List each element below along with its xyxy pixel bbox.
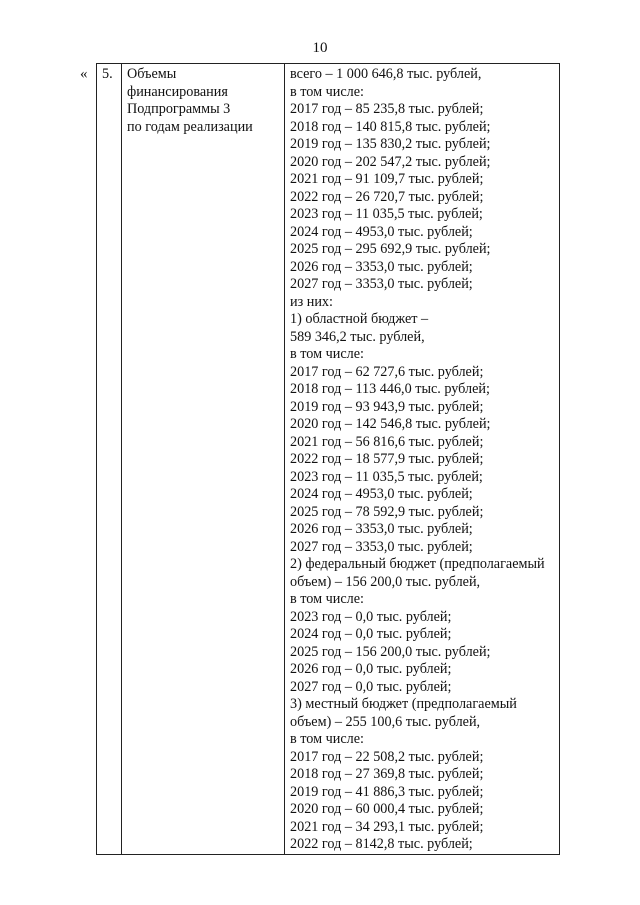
- row-value-cell: [285, 64, 560, 855]
- row-name-line: финансирования: [127, 83, 228, 100]
- funding-line: 2022 год – 18 577,9 тыс. рублей;: [290, 451, 484, 467]
- funding-line: 2) федеральный бюджет (предполагаемый: [290, 556, 545, 572]
- funding-line: 2023 год – 0,0 тыс. рублей;: [290, 608, 452, 625]
- row-number-cell: 5.: [97, 64, 122, 855]
- funding-line: 2019 год – 93 943,9 тыс. рублей;: [290, 398, 484, 415]
- funding-line: 2023 год – 11 035,5 тыс. рублей;: [290, 206, 483, 222]
- funding-line: 2021 год – 56 816,6 тыс. рублей;: [290, 433, 484, 450]
- page-number: 10: [312, 40, 328, 56]
- funding-line: 2020 год – 142 546,8 тыс. рублей;: [290, 416, 491, 432]
- funding-line: 2019 год – 135 830,2 тыс. рублей;: [290, 136, 491, 152]
- funding-line: в том числе:: [290, 83, 364, 100]
- funding-line: в том числе:: [290, 346, 364, 362]
- funding-line: 2022 год – 26 720,7 тыс. рублей;: [290, 188, 484, 205]
- funding-line: 2022 год – 8142,8 тыс. рублей;: [290, 836, 473, 852]
- funding-line: 2025 год – 156 200,0 тыс. рублей;: [290, 643, 491, 660]
- funding-line: 2018 год – 113 446,0 тыс. рублей;: [290, 381, 490, 397]
- funding-line: 2025 год – 78 592,9 тыс. рублей;: [290, 503, 484, 520]
- funding-line: 3) местный бюджет (предполагаемый: [290, 696, 517, 712]
- funding-line: 2026 год – 3353,0 тыс. рублей;: [290, 521, 473, 537]
- funding-line: 2020 год – 202 547,2 тыс. рублей;: [290, 153, 491, 170]
- funding-line: 2024 год – 4953,0 тыс. рублей;: [290, 486, 473, 502]
- funding-line: 2017 год – 22 508,2 тыс. рублей;: [290, 748, 484, 765]
- funding-line: 2017 год – 62 727,6 тыс. рублей;: [290, 363, 484, 380]
- funding-line: в том числе:: [290, 731, 364, 747]
- funding-line: 2027 год – 3353,0 тыс. рублей;: [290, 538, 473, 555]
- funding-line: объем) – 255 100,6 тыс. рублей,: [290, 713, 481, 730]
- funding-line: 2026 год – 3353,0 тыс. рублей;: [290, 258, 473, 275]
- row-name-cell: [122, 64, 285, 855]
- funding-line: объем) – 156 200,0 тыс. рублей,: [290, 573, 481, 590]
- funding-line: 2021 год – 91 109,7 тыс. рублей;: [290, 171, 484, 187]
- funding-line: 2017 год – 85 235,8 тыс. рублей;: [290, 101, 484, 117]
- funding-line: 2024 год – 0,0 тыс. рублей;: [290, 626, 452, 642]
- opening-quote-mark: «: [80, 66, 88, 82]
- funding-line: 1) областной бюджет –: [290, 311, 429, 327]
- funding-line: 2020 год – 60 000,4 тыс. рублей;: [290, 801, 484, 817]
- row-name-line: Объемы: [127, 66, 177, 82]
- funding-line: 2026 год – 0,0 тыс. рублей;: [290, 661, 452, 677]
- funding-line: 2019 год – 41 886,3 тыс. рублей;: [290, 783, 484, 800]
- financing-table: [96, 63, 560, 855]
- funding-line: 2018 год – 27 369,8 тыс. рублей;: [290, 766, 484, 782]
- funding-line: всего – 1 000 646,8 тыс. рублей,: [290, 66, 482, 82]
- row-name-line: по годам реализации: [127, 118, 253, 135]
- funding-line: 2018 год – 140 815,8 тыс. рублей;: [290, 118, 491, 135]
- funding-line: 2024 год – 4953,0 тыс. рублей;: [290, 223, 473, 240]
- funding-line: 2025 год – 295 692,9 тыс. рублей;: [290, 241, 491, 257]
- funding-line: в том числе:: [290, 591, 364, 607]
- funding-line: 2021 год – 34 293,1 тыс. рублей;: [290, 818, 484, 835]
- funding-line: из них:: [290, 293, 333, 310]
- funding-line: 589 346,2 тыс. рублей,: [290, 328, 425, 345]
- row-name-line: Подпрограммы 3: [127, 101, 231, 117]
- funding-line: 2027 год – 0,0 тыс. рублей;: [290, 678, 452, 695]
- table-row: [97, 64, 560, 855]
- funding-line: 2027 год – 3353,0 тыс. рублей;: [290, 276, 473, 292]
- funding-line: 2023 год – 11 035,5 тыс. рублей;: [290, 468, 483, 485]
